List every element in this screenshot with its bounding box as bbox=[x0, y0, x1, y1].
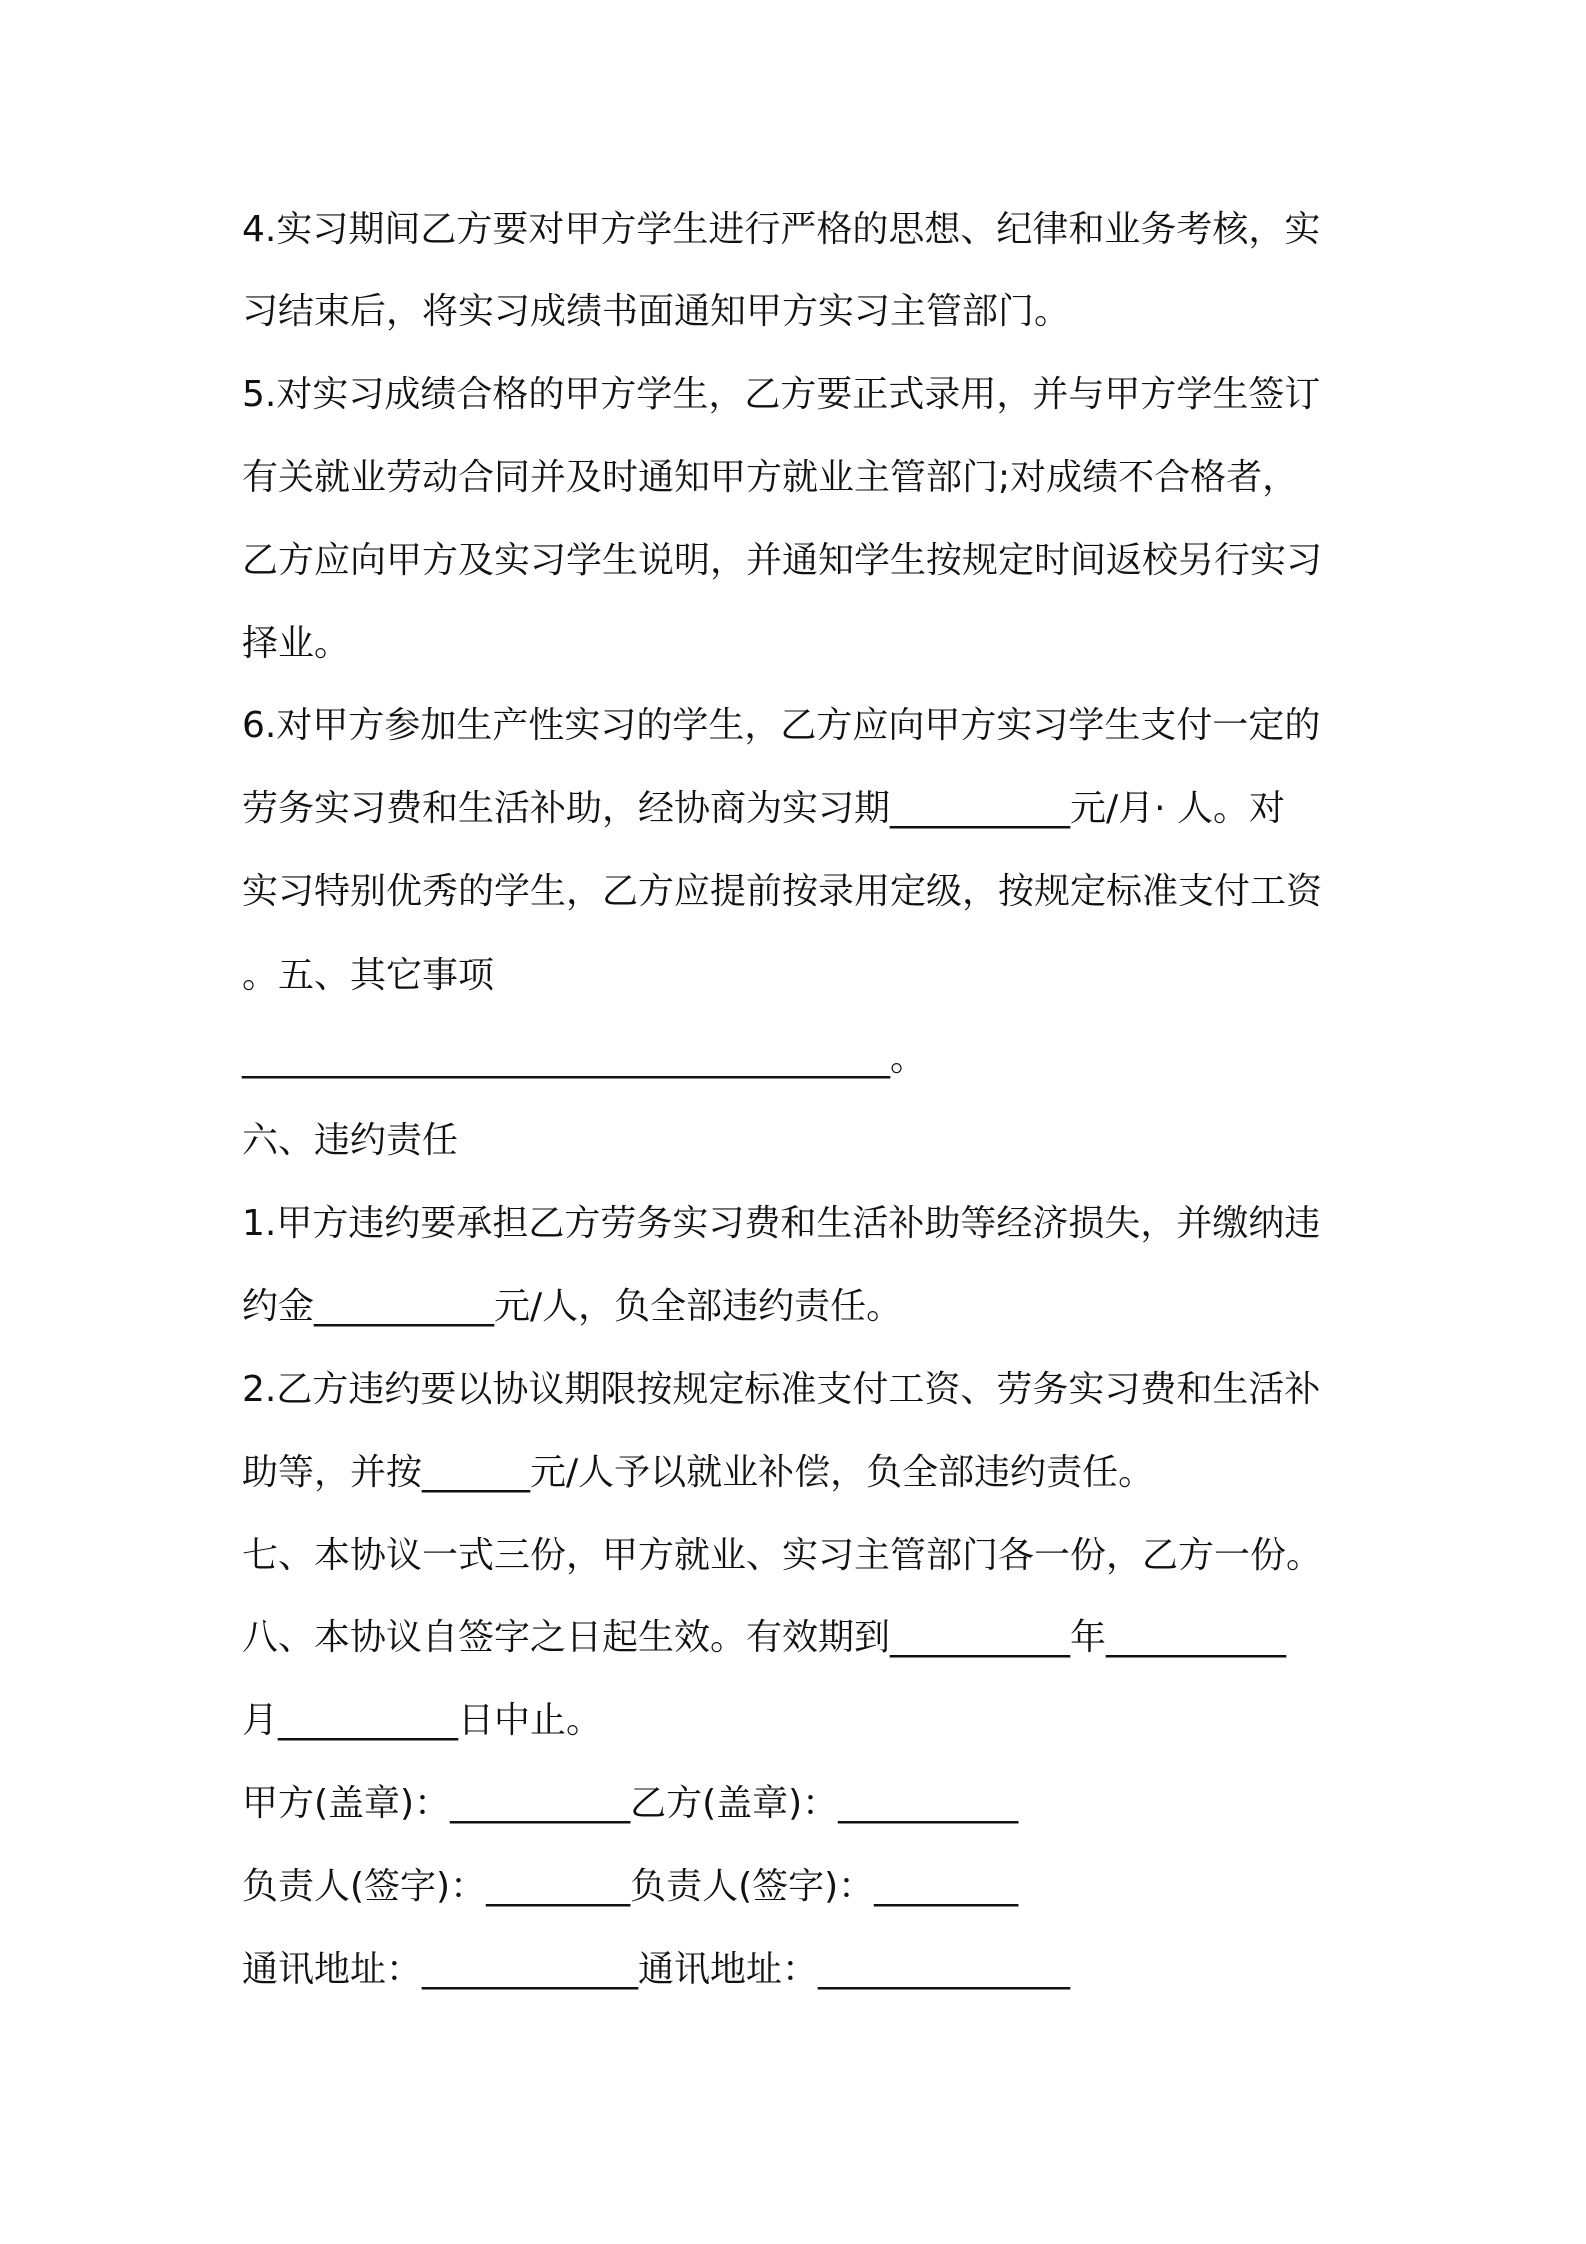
signature-line: 负责人(签字)：________负责人(签字)：________ bbox=[242, 1866, 1019, 1907]
section-6-heading: 六、违约责任 bbox=[242, 1120, 459, 1161]
section-7: 七、本协议一式三份，甲方就业、实习主管部门各一份，乙方一份。 bbox=[242, 1535, 1323, 1576]
clause-4-line-1: 4.实习期间乙方要对甲方学生进行严格的思想、纪律和业务考核，实 bbox=[242, 209, 1321, 250]
section-8-line-2: 月__________日中止。 bbox=[242, 1700, 603, 1741]
clause-5-line-3: 乙方应向甲方及实习学生说明，并通知学生按规定时间返校另行实习 bbox=[242, 540, 1323, 581]
clause-5-line-2: 有关就业劳动合同并及时通知甲方就业主管部门;对成绩不合格者， bbox=[242, 457, 1299, 498]
clause-4-line-2: 习结束后，将实习成绩书面通知甲方实习主管部门。 bbox=[242, 291, 1071, 332]
clause-6-line-3: 实习特别优秀的学生，乙方应提前按录用定级，按规定标准支付工资 bbox=[242, 871, 1323, 912]
seal-line: 甲方(盖章)：__________乙方(盖章)：__________ bbox=[242, 1783, 1019, 1824]
liability-1-line-2: 约金__________元/人，负全部违约责任。 bbox=[242, 1286, 903, 1327]
section-5-heading: 。五、其它事项 bbox=[242, 955, 495, 996]
clause-5-line-4: 择业。 bbox=[242, 623, 351, 664]
clause-6-line-2: 劳务实习费和生活补助，经协商为实习期__________元/月· 人。对 bbox=[242, 788, 1286, 829]
liability-1-line-1: 1.甲方违约要承担乙方劳务实习费和生活补助等经济损失，并缴纳违 bbox=[242, 1203, 1321, 1244]
liability-2-line-1: 2.乙方违约要以协议期限按规定标准支付工资、劳务实习费和生活补 bbox=[242, 1369, 1321, 1410]
section-8-line-1: 八、本协议自签字之日起生效。有效期到__________年__________ bbox=[242, 1617, 1287, 1658]
liability-2-line-2: 助等，并按______元/人予以就业补偿，负全部违约责任。 bbox=[242, 1452, 1155, 1493]
clause-6-line-1: 6.对甲方参加生产性实习的学生，乙方应向甲方实习学生支付一定的 bbox=[242, 705, 1321, 746]
address-line: 通讯地址：____________通讯地址：______________ bbox=[242, 1949, 1071, 1990]
clause-5-line-1: 5.对实习成绩合格的甲方学生，乙方要正式录用，并与甲方学生签订 bbox=[242, 374, 1321, 415]
section-5-blank: ____________________________________。 bbox=[242, 1038, 926, 1079]
